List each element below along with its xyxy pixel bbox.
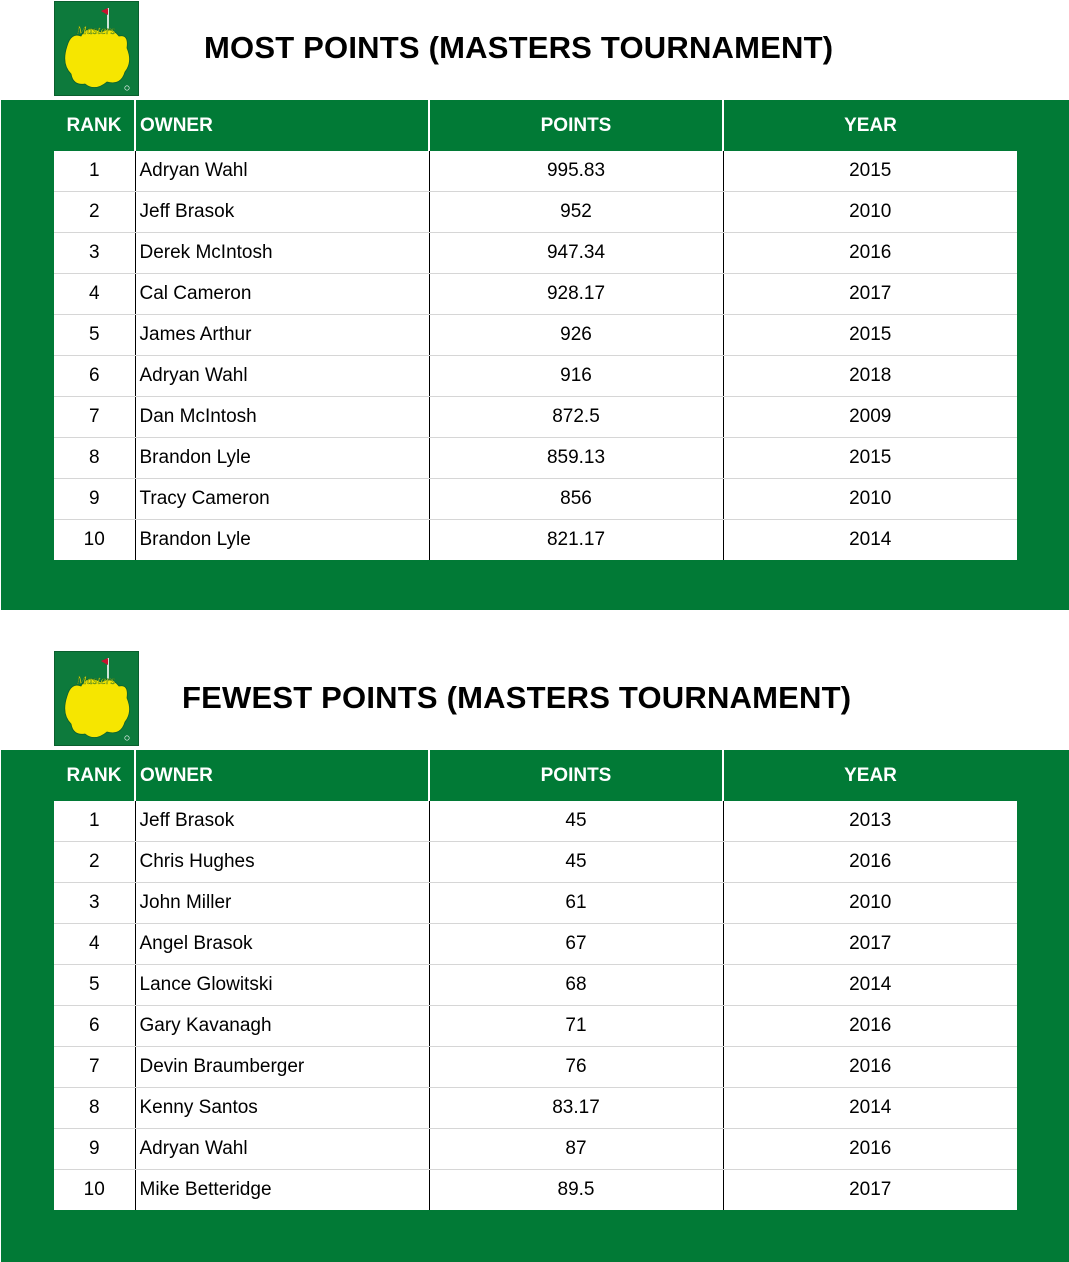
owner-cell: Cal Cameron <box>135 274 429 315</box>
year-cell: 2014 <box>723 520 1017 561</box>
owner-cell: Tracy Cameron <box>135 479 429 520</box>
table-row <box>54 356 1017 397</box>
rank-cell: 4 <box>54 924 135 965</box>
points-cell: 947.34 <box>429 233 723 274</box>
table-row <box>54 1088 1017 1129</box>
table-header-row <box>54 750 1017 801</box>
rank-cell: 5 <box>54 965 135 1006</box>
fewest-points-header <box>0 650 1069 750</box>
year-cell: 2016 <box>723 1047 1017 1088</box>
rank-cell: 6 <box>54 1006 135 1047</box>
year-cell: 2018 <box>723 356 1017 397</box>
owner-cell: Brandon Lyle <box>135 438 429 479</box>
table-row <box>54 520 1017 561</box>
fewest-points-section <box>0 650 1069 1262</box>
year-cell: 2016 <box>723 842 1017 883</box>
owner-cell: Dan McIntosh <box>135 397 429 438</box>
year-cell: 2016 <box>723 1129 1017 1170</box>
most-points-section <box>0 0 1069 610</box>
rank-cell: 2 <box>54 842 135 883</box>
table-row <box>54 315 1017 356</box>
points-cell: 45 <box>429 842 723 883</box>
year-cell: 2015 <box>723 315 1017 356</box>
table-row <box>54 274 1017 315</box>
rank-cell: 10 <box>54 520 135 561</box>
points-cell: 76 <box>429 1047 723 1088</box>
rank-cell: 8 <box>54 438 135 479</box>
svg-text:Masters: Masters <box>76 23 116 37</box>
table-header-row <box>54 100 1017 151</box>
owner-cell: Kenny Santos <box>135 1088 429 1129</box>
masters-logo-icon <box>54 1 139 96</box>
points-cell: 926 <box>429 315 723 356</box>
points-cell: 928.17 <box>429 274 723 315</box>
owner-cell: Derek McIntosh <box>135 233 429 274</box>
year-cell: 2015 <box>723 151 1017 192</box>
rank-cell: 4 <box>54 274 135 315</box>
masters-logo-icon <box>54 651 139 746</box>
rank-cell: 10 <box>54 1170 135 1211</box>
points-cell: 67 <box>429 924 723 965</box>
table-row <box>54 924 1017 965</box>
points-cell: 916 <box>429 356 723 397</box>
fewest-points-table <box>54 750 1017 1210</box>
table-row <box>54 883 1017 924</box>
rank-cell: 9 <box>54 479 135 520</box>
year-header: YEAR <box>844 764 897 786</box>
table-row <box>54 397 1017 438</box>
year-cell: 2014 <box>723 965 1017 1006</box>
year-cell: 2009 <box>723 397 1017 438</box>
points-cell: 821.17 <box>429 520 723 561</box>
table-row <box>54 233 1017 274</box>
table-row <box>54 801 1017 842</box>
rank-cell: 3 <box>54 233 135 274</box>
points-cell: 87 <box>429 1129 723 1170</box>
table-row <box>54 1006 1017 1047</box>
table-row <box>54 965 1017 1006</box>
year-cell: 2014 <box>723 1088 1017 1129</box>
table-row <box>54 438 1017 479</box>
year-cell: 2017 <box>723 1170 1017 1211</box>
owner-cell: Angel Brasok <box>135 924 429 965</box>
owner-cell: Lance Glowitski <box>135 965 429 1006</box>
owner-cell: Adryan Wahl <box>135 1129 429 1170</box>
rank-header: RANK <box>54 750 135 801</box>
owner-cell: Jeff Brasok <box>135 192 429 233</box>
points-cell: 61 <box>429 883 723 924</box>
points-cell: 872.5 <box>429 397 723 438</box>
table-row <box>54 192 1017 233</box>
year-cell: 2013 <box>723 801 1017 842</box>
rank-cell: 5 <box>54 315 135 356</box>
most-points-table <box>54 100 1017 560</box>
owner-cell: Jeff Brasok <box>135 801 429 842</box>
rank-cell: 9 <box>54 1129 135 1170</box>
owner-cell: Adryan Wahl <box>135 151 429 192</box>
table-band <box>1 750 1069 1262</box>
page-title: MOST POINTS (MASTERS TOURNAMENT) <box>204 30 834 65</box>
rank-cell: 1 <box>54 801 135 842</box>
table-row <box>54 479 1017 520</box>
points-cell: 89.5 <box>429 1170 723 1211</box>
rank-cell: 6 <box>54 356 135 397</box>
table-row <box>54 842 1017 883</box>
svg-text:Masters: Masters <box>76 673 116 687</box>
year-cell: 2010 <box>723 479 1017 520</box>
rank-cell: 8 <box>54 1088 135 1129</box>
points-cell: 45 <box>429 801 723 842</box>
table-row <box>54 1047 1017 1088</box>
points-cell: 859.13 <box>429 438 723 479</box>
owner-cell: Mike Betteridge <box>135 1170 429 1211</box>
year-cell: 2016 <box>723 1006 1017 1047</box>
points-header: POINTS <box>429 100 723 151</box>
points-cell: 952 <box>429 192 723 233</box>
owner-cell: Chris Hughes <box>135 842 429 883</box>
page-title: FEWEST POINTS (MASTERS TOURNAMENT) <box>182 680 852 715</box>
table-row <box>54 1170 1017 1211</box>
year-cell: 2010 <box>723 192 1017 233</box>
year-cell: 2015 <box>723 438 1017 479</box>
owner-cell: Brandon Lyle <box>135 520 429 561</box>
owner-header: OWNER <box>135 750 429 801</box>
owner-cell: John Miller <box>135 883 429 924</box>
owner-cell: Devin Braumberger <box>135 1047 429 1088</box>
year-cell: 2017 <box>723 924 1017 965</box>
points-cell: 83.17 <box>429 1088 723 1129</box>
most-points-header <box>0 0 1069 100</box>
owner-cell: Adryan Wahl <box>135 356 429 397</box>
points-cell: 71 <box>429 1006 723 1047</box>
points-cell: 68 <box>429 965 723 1006</box>
year-cell: 2010 <box>723 883 1017 924</box>
rank-header: RANK <box>54 100 135 151</box>
table-row <box>54 151 1017 192</box>
points-header: POINTS <box>429 750 723 801</box>
points-cell: 995.83 <box>429 151 723 192</box>
year-cell: 2017 <box>723 274 1017 315</box>
rank-cell: 2 <box>54 192 135 233</box>
points-cell: 856 <box>429 479 723 520</box>
table-band <box>1 100 1069 610</box>
rank-cell: 1 <box>54 151 135 192</box>
owner-header: OWNER <box>135 100 429 151</box>
table-row <box>54 1129 1017 1170</box>
rank-cell: 3 <box>54 883 135 924</box>
rank-cell: 7 <box>54 1047 135 1088</box>
owner-cell: James Arthur <box>135 315 429 356</box>
owner-cell: Gary Kavanagh <box>135 1006 429 1047</box>
year-cell: 2016 <box>723 233 1017 274</box>
year-header: YEAR <box>844 114 897 136</box>
rank-cell: 7 <box>54 397 135 438</box>
